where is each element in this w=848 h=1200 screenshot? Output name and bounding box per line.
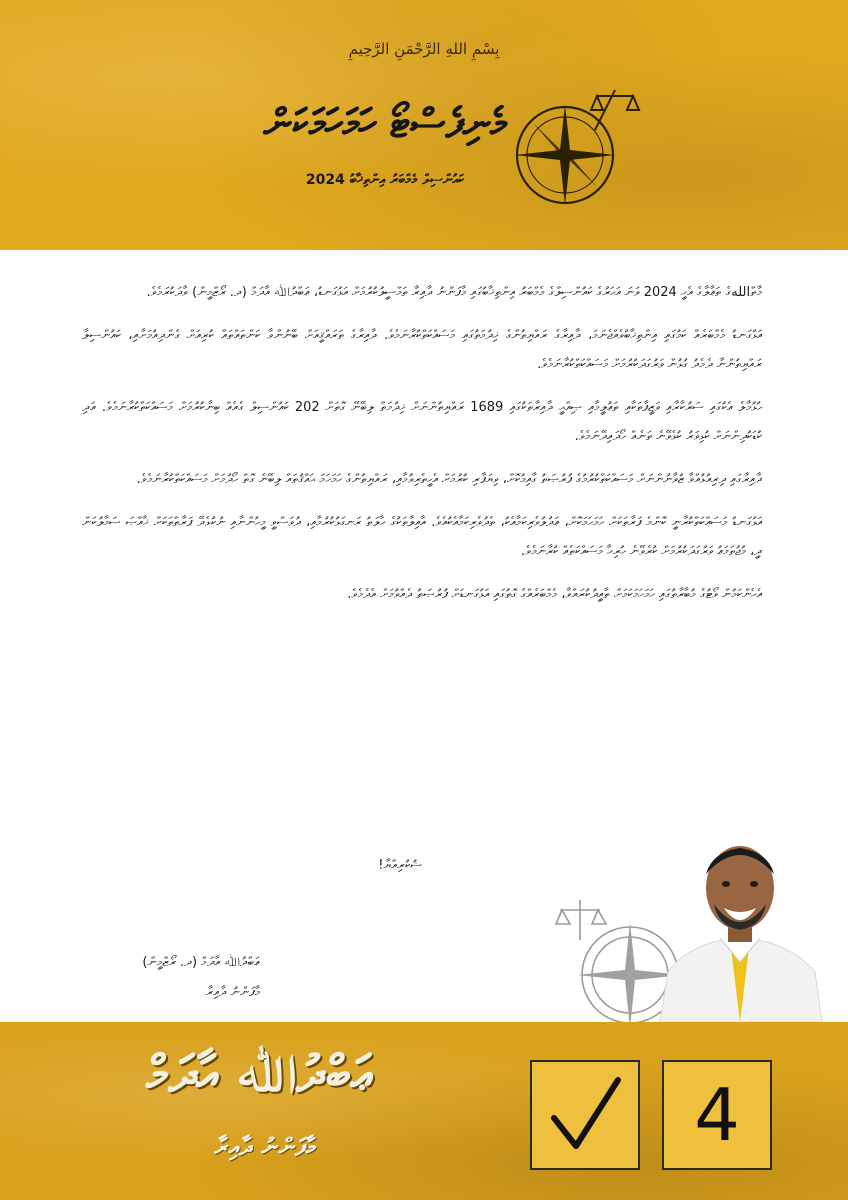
letter-paragraph: އަޅުގަނޑު މަސައްކަތްކުރާނީ ކޮންމެ ފަރާތަކަށް ހަމަހަމަކޮށް، ޢަދުލުވެރިކަމާއެކު، ތެދުވެރިކަމާއެކުއެވެ. އާއިލާތަކުގެ ހާލަތު ރަނގަޅުކުރުމާއި، ދުވަސްވީ މީހުންނާއި ނުކުޅެދޭ ފަރާތްތަކަށް ޚާއްޞަ ސަމާލުކަން ދީ، މުޖުތަމަޢު ވަރުގަދަކުރުމަށް ކުރެވޭނެ ހުރިހާ މަސައްކަތެއް ކުރާނަމެވެ. [82,515,762,559]
letter-paragraph: ހުޅުމާލެ އެކުގައި ސަރުކާރާއި ވަޒީފާތަކާއި ތަޢުލީމާއި ޞިއްޙީ ދާއިރާތަކުގައި 1689 ރައްޔިތުންނަށް ޚިދުމަތް ލިބޭނޭ ގޮތަށް 202 ކައުންސިލް ގެއެއް ބިނާކުރުމަށް މަސައްކަތްކުރާނަމެވެ. އަދި ކުޑަކުދިންނަށް ކުޅިވަރު ކުޅެވޭނެ ތަނެއް ހޯދައިދޭނަމެވެ. [82,400,762,444]
letter-paragraph: އަޅުގަނޑު މެމްބަރެއް ކަމުގައި އިންތިޚާބުވެއްޖެނަމަ، ދާއިރާގެ ރައްޔިތުންގެ ޚިދުމަތުގައި މަސައްކަތްކުރާނަމެވެ. ދާއިރާގެ ތަރައްޤީއަށް ބޭނުންވާ ކަންތައްތައް ކުރިއަށް ގެންދިއުމަށާއި، ކައުންސިލާ ރައްޔިތުންނާ ދެމެދު ގުޅުން ވަރުގަދަކުރުމަށް މަސައްކަތްކުރާނަމެވެ. [82,328,762,372]
signature-block [60,948,260,1008]
header-banner [0,0,848,250]
letter-paragraph: ދާއިރާގައި ދިރިއުޅުއްވާ ޒުވާނުންނަށް މަސައްކަތްކުރުމުގެ ފުރުޞަތު ގާއިމުކޮށް، ވިޔަފާރި ކުރުމަށް އެހީތެރިވުމާއި، ރައްޔިތުންގެ ހަމަހަމަ ޙައްޤުތައް ލިބޭނެ ގޮތް ހޯދުމަށް މަސައްކަތްކުރާނަމެވެ. [136,472,762,487]
candidate-number-box [662,1060,772,1170]
letter-paragraph: އެހެންކަމުން ވޯޓުގެ މުބާރާތުގައި ހަމަހަމަކަމަށް ތާއީދުކުރައްވާ، މެމްބަރެއްގެ ގޮތުގައި އަޅުގަނޑަށް ފުރުޞަތު ދެއްވުމަށް އެދެމެވެ. [347,587,762,602]
signature-role: މާފަންނު ދާއިރާ [205,985,260,1000]
letter-body [82,278,762,623]
letter-paragraph: މާތްاللهގެ ތަޢާލާގެ އެހީ 2024 ވަނަ އަހަރުގެ ކައުންސިލްގެ މެމްބަރު އިންތިޚާބުގައި މާފަންނު ދާއިރާ ތަމްސީލުކުރުމަށް އަޅުގަނޑު، ޢަބްދުﷲ އާދަމް (ދ. ރޯޒްމީން) ވާދަކުރަމެވެ. [146,285,762,300]
compass-scales-icon [495,70,645,220]
closing-thanks: ޝުކުރިއްޔާ! [378,858,422,873]
vote-check-box [530,1060,640,1170]
manifesto-subtitle: ކައުންސިލް މެމްބަރު އިންތިޚާބު 2024 [305,172,465,188]
candidate-number: 4 [694,1073,740,1157]
candidate-name: ޢަބްދުﷲ އާދަމް [146,1044,374,1103]
manifesto-title: މެނިފެސްޓޯ ހަމަހަމަކަން [263,100,507,147]
candidate-photo [650,822,830,1022]
checkmark-icon [542,1072,628,1158]
footer-banner [0,1022,848,1200]
signature-name: ޢަބްދުﷲ އާދަމް (ދ. ރޯޒްމީން) [142,955,260,970]
bismillah-calligraphy: بِسْمِ اللهِ الرَّحْمَنِ الرَّحِيمِ [348,40,500,58]
constituency-label: މާފަންނު ދާއިރާ [214,1132,316,1161]
